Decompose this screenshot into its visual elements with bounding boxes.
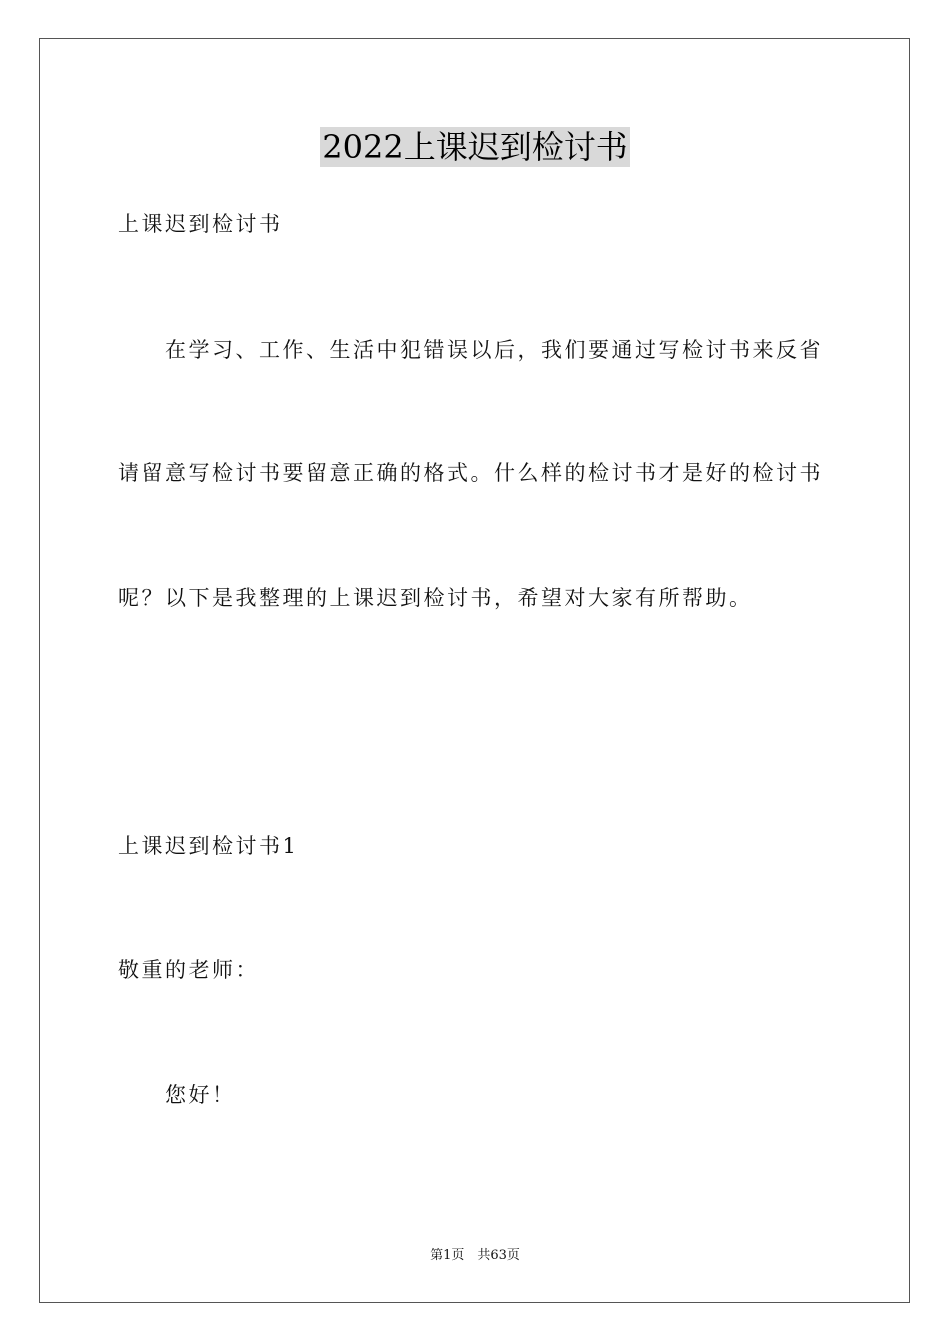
salutation: 敬重的老师： <box>118 958 259 982</box>
page-footer: 第1页 共63页 <box>430 1248 520 1263</box>
greeting: 您好！ <box>165 1083 236 1107</box>
section-heading: 上课迟到检讨书1 <box>118 834 299 858</box>
paragraph-line-1: 在学习、工作、生活中犯错误以后，我们要通过写检讨书来反省 <box>165 338 823 362</box>
paragraph-line-3: 呢？以下是我整理的上课迟到检讨书，希望对大家有所帮助。 <box>118 586 753 610</box>
subtitle-line: 上课迟到检讨书 <box>118 212 283 236</box>
title-container <box>0 127 950 167</box>
document-title: 2022上课迟到检讨书 <box>322 128 628 166</box>
paragraph-line-2: 请留意写检讨书要留意正确的格式。什么样的检讨书才是好的检讨书 <box>118 461 823 485</box>
